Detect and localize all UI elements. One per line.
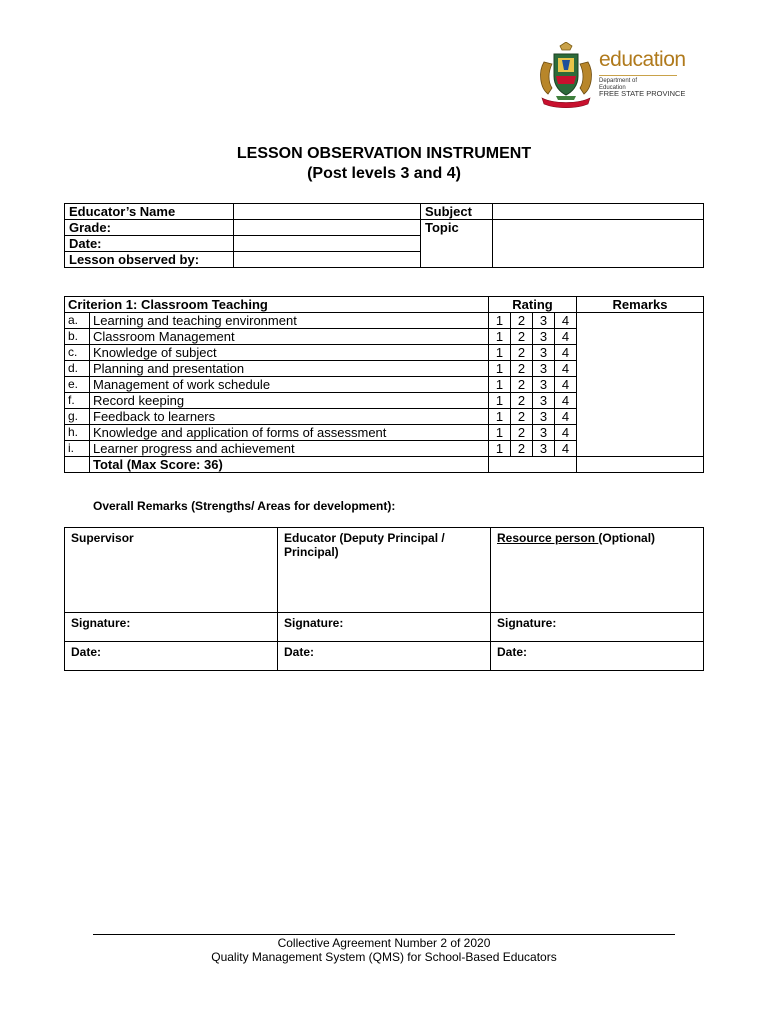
criterion-table — [64, 296, 704, 473]
rating-option[interactable]: 2 — [511, 377, 533, 393]
rating-option[interactable]: 1 — [489, 377, 511, 393]
logo-province: FREE STATE PROVINCE — [599, 89, 686, 98]
criterion-letter: i. — [65, 441, 90, 457]
educator-name-label: Educator’s Name — [65, 204, 234, 220]
rating-option[interactable]: 3 — [533, 441, 555, 457]
rating-option[interactable]: 1 — [489, 425, 511, 441]
criterion-letter: e. — [65, 377, 90, 393]
date-label: Date: — [65, 236, 234, 252]
educator-date-cell[interactable] — [278, 642, 491, 671]
educator-info-table — [64, 203, 704, 268]
date-label: Date: — [284, 645, 315, 659]
total-rating-field[interactable] — [489, 457, 577, 473]
rating-option[interactable]: 1 — [489, 345, 511, 361]
resource-person-label: Resource person — [497, 531, 599, 545]
criterion-letter: b. — [65, 329, 90, 345]
criterion-letter: g. — [65, 409, 90, 425]
rating-option[interactable]: 3 — [533, 329, 555, 345]
educator-signature-cell[interactable] — [278, 613, 491, 642]
rating-option[interactable]: 2 — [511, 329, 533, 345]
rating-option[interactable]: 1 — [489, 313, 511, 329]
coat-of-arms-icon — [536, 42, 596, 110]
rating-option[interactable]: 1 — [489, 409, 511, 425]
criterion-text: Management of work schedule — [90, 377, 489, 393]
rating-option[interactable]: 2 — [511, 345, 533, 361]
footer-divider — [93, 934, 675, 935]
rating-header: Rating — [489, 297, 577, 313]
rating-option[interactable]: 3 — [533, 425, 555, 441]
rating-option[interactable]: 3 — [533, 377, 555, 393]
document-title: LESSON OBSERVATION INSTRUMENT — [236, 145, 532, 162]
logo-divider — [599, 75, 677, 76]
logo-subtitle-line-2: Education — [599, 84, 626, 91]
rating-option[interactable]: 1 — [489, 329, 511, 345]
educator-name-field[interactable] — [234, 204, 421, 220]
rating-option[interactable]: 3 — [533, 361, 555, 377]
resource-date-cell[interactable] — [491, 642, 704, 671]
rating-option[interactable]: 4 — [555, 409, 577, 425]
rating-option[interactable]: 4 — [555, 377, 577, 393]
rating-option[interactable]: 4 — [555, 425, 577, 441]
criterion-text: Planning and presentation — [90, 361, 489, 377]
rating-option[interactable]: 1 — [489, 441, 511, 457]
criterion-text: Record keeping — [90, 393, 489, 409]
educator-cell[interactable] — [278, 528, 491, 613]
supervisor-date-cell[interactable] — [65, 642, 278, 671]
rating-option[interactable]: 3 — [533, 345, 555, 361]
rating-option[interactable]: 1 — [489, 361, 511, 377]
rating-option[interactable]: 3 — [533, 393, 555, 409]
total-label: Total (Max Score: 36) — [90, 457, 489, 473]
rating-option[interactable]: 2 — [511, 441, 533, 457]
signature-label: Signature: — [71, 616, 131, 630]
grade-label: Grade: — [65, 220, 234, 236]
signature-label: Signature: — [284, 616, 344, 630]
rating-option[interactable]: 2 — [511, 425, 533, 441]
criterion-text: Learning and teaching environment — [90, 313, 489, 329]
supervisor-label: Supervisor — [71, 531, 134, 545]
subject-label: Subject — [421, 204, 493, 220]
resource-person-optional: (Optional) — [598, 531, 656, 545]
logo-subtitle — [599, 78, 685, 98]
total-spacer — [65, 457, 90, 473]
overall-remarks-label: Overall Remarks (Strengths/ Areas for development): — [93, 499, 396, 513]
criterion-letter: f. — [65, 393, 90, 409]
criterion-row — [65, 313, 704, 329]
remarks-field[interactable] — [577, 313, 704, 457]
rating-option[interactable]: 4 — [555, 441, 577, 457]
criterion-text: Classroom Management — [90, 329, 489, 345]
subject-field[interactable] — [493, 204, 704, 220]
criterion-letter: a. — [65, 313, 90, 329]
logo-subtitle-line-1: Department of — [599, 78, 638, 84]
topic-label: Topic — [421, 220, 493, 268]
criterion-letter: h. — [65, 425, 90, 441]
rating-option[interactable]: 2 — [511, 393, 533, 409]
document-subtitle: (Post levels 3 and 4) — [307, 165, 461, 182]
date-label: Date: — [497, 645, 528, 659]
criterion-text: Feedback to learners — [90, 409, 489, 425]
logo-wordmark: education — [599, 48, 686, 71]
footer-line-2: Quality Management System (QMS) for School-Based Educators — [211, 950, 557, 964]
rating-option[interactable]: 1 — [489, 393, 511, 409]
topic-field[interactable] — [493, 220, 704, 268]
rating-option[interactable]: 2 — [511, 361, 533, 377]
signoff-table — [64, 527, 704, 671]
remarks-header: Remarks — [577, 297, 704, 313]
supervisor-signature-cell[interactable] — [65, 613, 278, 642]
rating-option[interactable]: 2 — [511, 409, 533, 425]
observed-by-label: Lesson observed by: — [65, 252, 234, 268]
grade-field[interactable] — [234, 220, 421, 236]
criterion-text: Learner progress and achievement — [90, 441, 489, 457]
criterion-letter: d. — [65, 361, 90, 377]
criterion-letter: c. — [65, 345, 90, 361]
footer-line-1: Collective Agreement Number 2 of 2020 — [277, 936, 491, 950]
rating-option[interactable]: 4 — [555, 329, 577, 345]
educator-label: Educator (Deputy Principal / Principal) — [284, 531, 445, 559]
rating-option[interactable]: 4 — [555, 393, 577, 409]
resource-person-cell[interactable] — [491, 528, 704, 613]
date-label: Date: — [71, 645, 102, 659]
department-logo — [536, 42, 686, 110]
supervisor-cell[interactable] — [65, 528, 278, 613]
rating-option[interactable]: 3 — [533, 313, 555, 329]
rating-option[interactable]: 4 — [555, 361, 577, 377]
rating-option[interactable]: 4 — [555, 345, 577, 361]
observed-by-field[interactable] — [234, 252, 421, 268]
total-remarks-field[interactable] — [577, 457, 704, 473]
date-field[interactable] — [234, 236, 421, 252]
rating-option[interactable]: 4 — [555, 313, 577, 329]
signature-label: Signature: — [497, 616, 557, 630]
criterion-text: Knowledge of subject — [90, 345, 489, 361]
criterion-text: Knowledge and application of forms of assessment — [90, 425, 489, 441]
total-row — [65, 457, 704, 473]
rating-option[interactable]: 3 — [533, 409, 555, 425]
criterion-header: Criterion 1: Classroom Teaching — [65, 297, 489, 313]
resource-signature-cell[interactable] — [491, 613, 704, 642]
rating-option[interactable]: 2 — [511, 313, 533, 329]
